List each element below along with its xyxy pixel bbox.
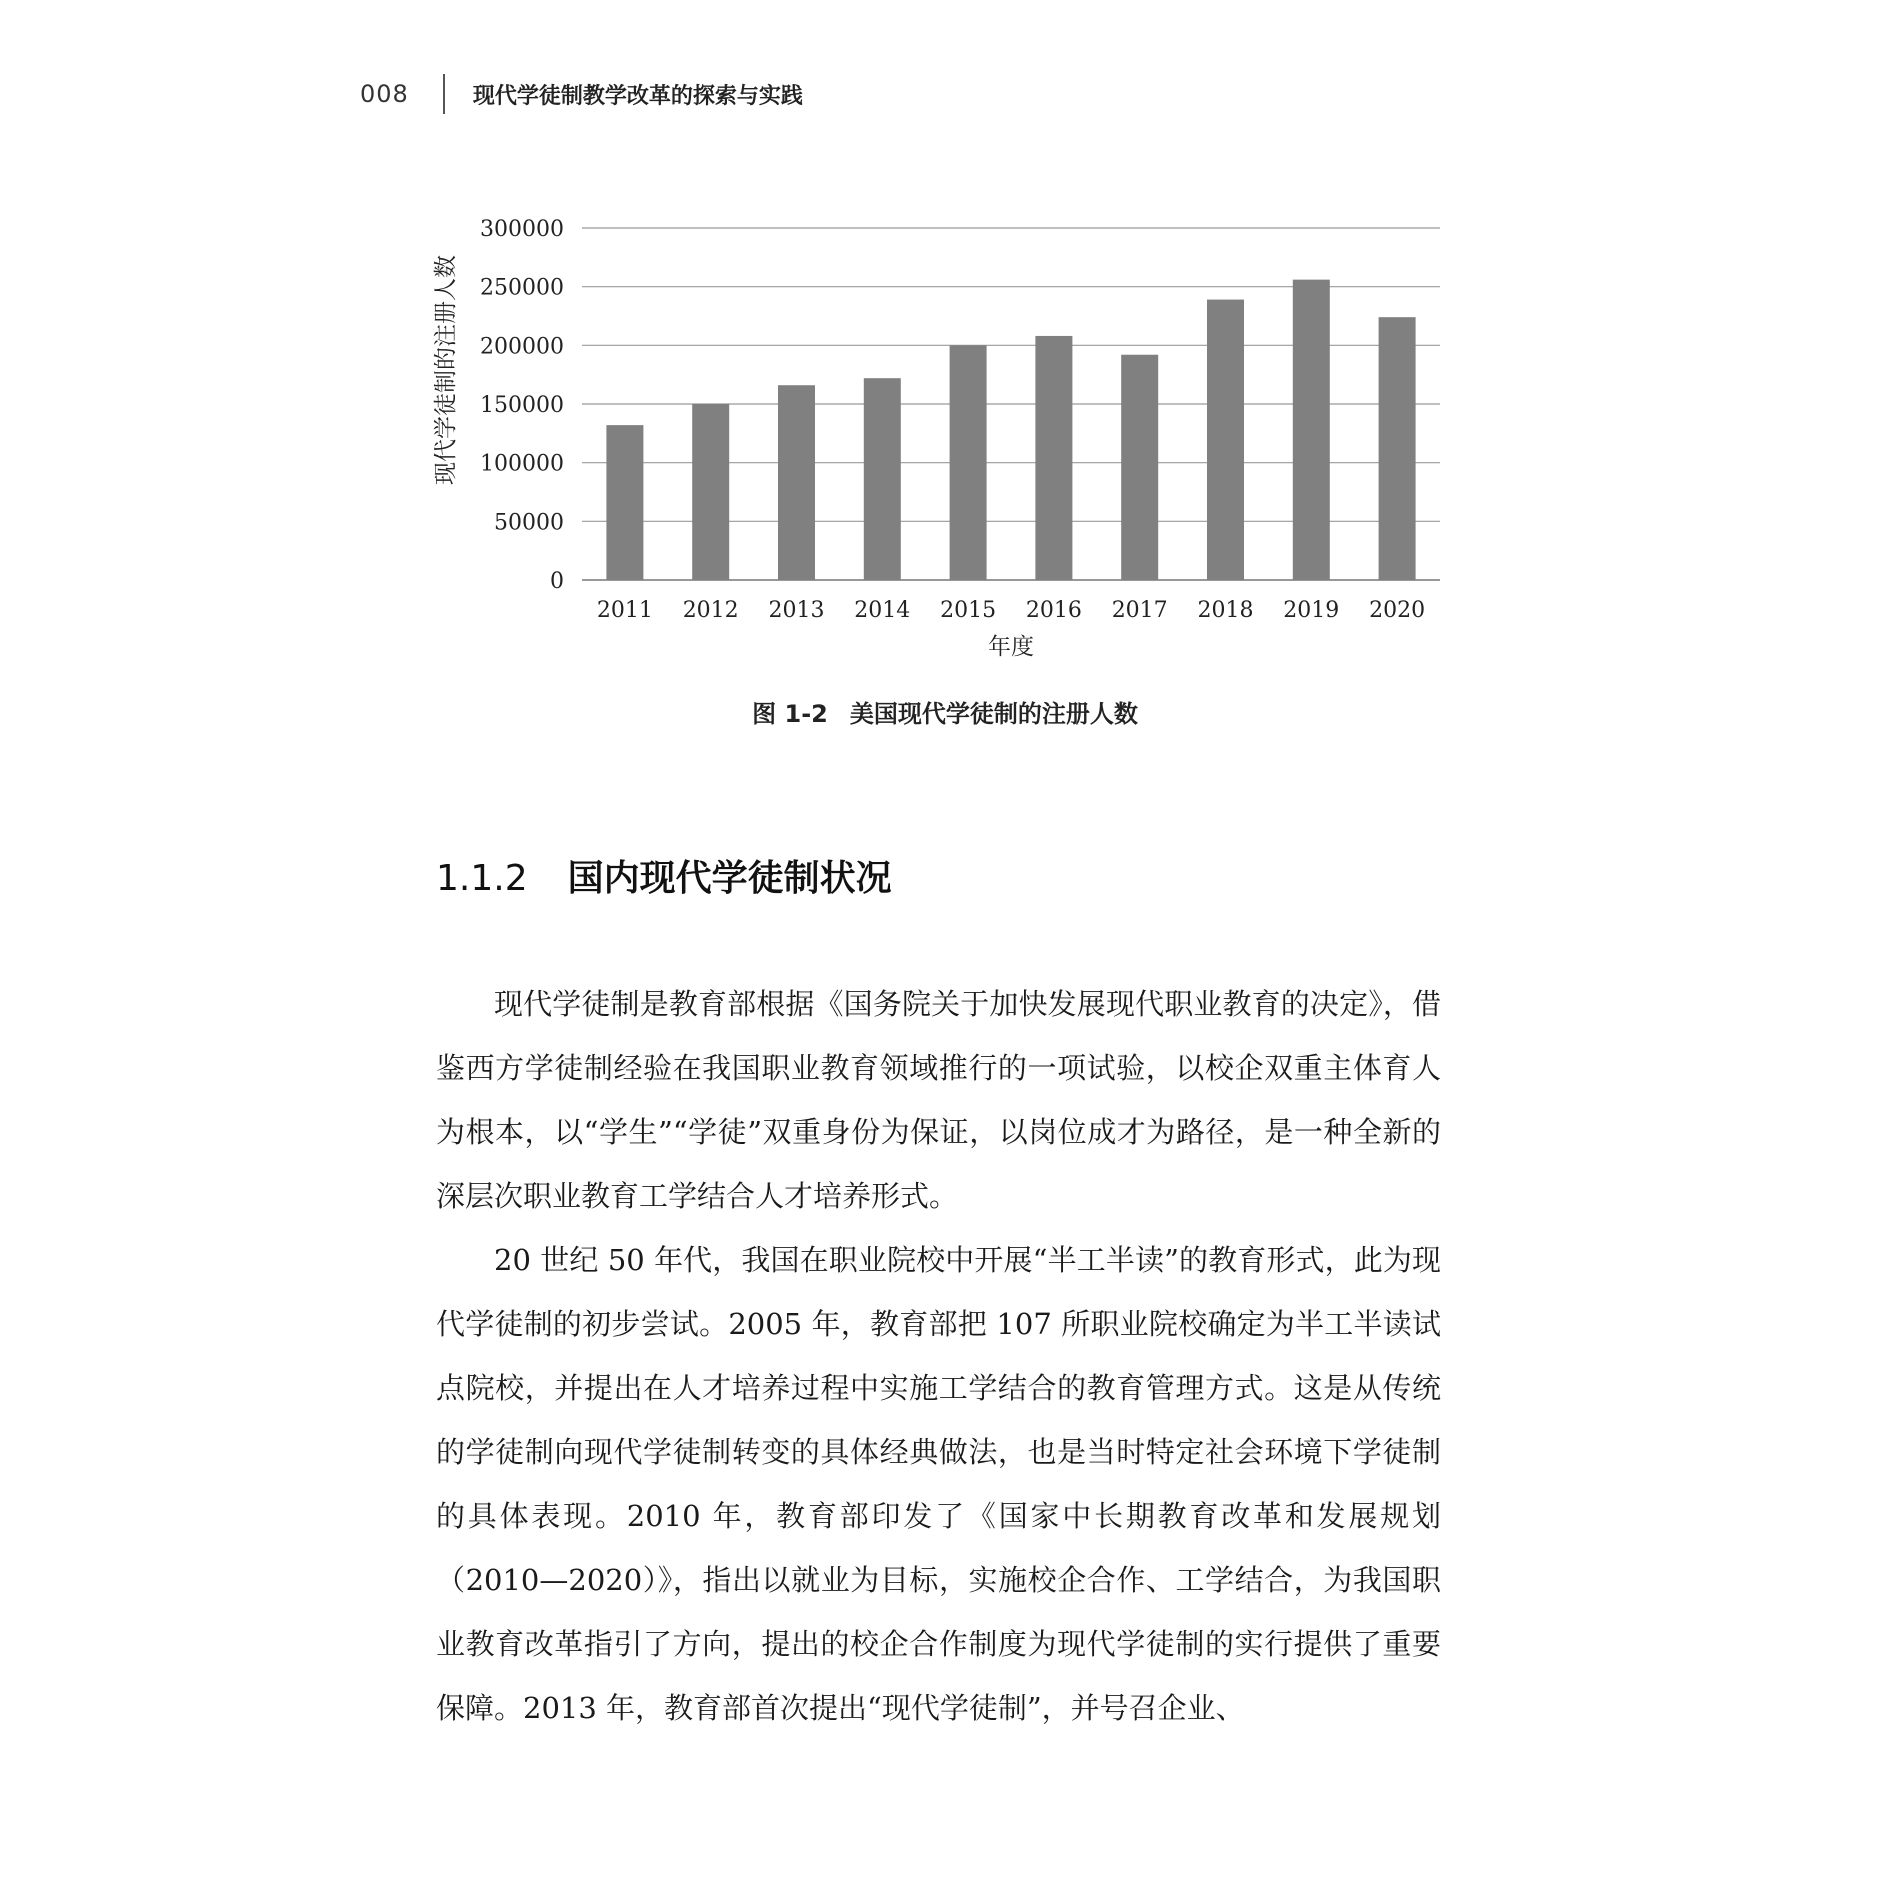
y-tick-label: 200000 (480, 334, 564, 360)
section-heading (436, 850, 892, 901)
bar-2011 (606, 425, 643, 580)
x-tick-label: 2016 (1025, 598, 1082, 623)
paragraph: 20 世纪 50 年代，我国在职业院校中开展“半工半读”的教育形式，此为现代学徒制的初步尝试。2005 年，教育部把 107 所职业院校确定为半工半读试点院校，并提出在人才培养过程中实施工学结合的教育管理方式。这是从传统的学徒制向现代学徒制转变的具体经典做法，也是当时特定社会环境下学徒制的具体表现。2010 年，教育部印发了《国家中长期教育改革和发展规划（2010—2020）》，指出以就业为目标，实施校企合作、工学结合，为我国职业教育改革指引了方向，提出的校企合作制度为现代学徒制的实行提供了重要保障。2013 年，教育部首次提出“现代学徒制”，并号召企业、 (436, 1243, 1441, 1725)
section-title: 国内现代学徒制状况 (567, 858, 892, 899)
bars (606, 280, 1415, 580)
x-tick-label: 2013 (768, 598, 825, 623)
bar-2018 (1207, 300, 1244, 580)
y-tick-labels (480, 217, 564, 594)
x-tick-label: 2018 (1197, 598, 1254, 623)
x-tick-label: 2011 (596, 598, 653, 623)
bar-2020 (1379, 317, 1416, 580)
book-title: 现代学徒制教学改革的探索与实践 (472, 83, 803, 109)
bar-2017 (1121, 355, 1158, 580)
section-number: 1.1.2 (436, 858, 528, 899)
y-tick-label: 50000 (494, 510, 564, 536)
x-tick-label: 2014 (854, 598, 911, 623)
page-number: 008 (360, 80, 409, 108)
x-tick-label: 2015 (940, 598, 997, 623)
x-tick-label: 2019 (1283, 598, 1340, 623)
body-text (436, 972, 1441, 1740)
header-divider (443, 74, 445, 114)
bar-2016 (1035, 336, 1072, 580)
y-tick-label: 0 (550, 569, 564, 594)
figure-number: 图 1-2 (752, 700, 828, 728)
bar-2013 (778, 385, 815, 580)
x-tick-labels (597, 598, 1425, 623)
paragraph: 现代学徒制是教育部根据《国务院关于加快发展现代职业教育的决定》，借鉴西方学徒制经验在我国职业教育领域推行的一项试验，以校企双重主体育人为根本，以“学生”“学徒”双重身份为保证，以岗位成才为路径，是一种全新的深层次职业教育工学结合人才培养形式。 (436, 987, 1441, 1213)
bar-2015 (950, 345, 987, 580)
bar-2014 (864, 378, 901, 580)
running-header (360, 72, 803, 116)
y-tick-label: 150000 (480, 393, 564, 418)
y-tick-label: 300000 (480, 217, 564, 242)
y-tick-label: 100000 (480, 451, 564, 477)
y-tick-label: 250000 (480, 275, 564, 301)
chart-svg (420, 200, 1460, 680)
x-axis-label: 年度 (988, 634, 1034, 660)
bar-2019 (1293, 280, 1330, 580)
x-tick-label: 2017 (1111, 598, 1168, 623)
figure-title: 美国现代学徒制的注册人数 (849, 700, 1138, 728)
figure-caption (0, 694, 1890, 729)
x-tick-label: 2012 (682, 598, 739, 623)
y-axis-label: 现代学徒制的注册人数 (433, 255, 459, 485)
bar-2012 (692, 404, 729, 580)
x-tick-label: 2020 (1369, 598, 1426, 623)
bar-chart (420, 200, 1460, 680)
